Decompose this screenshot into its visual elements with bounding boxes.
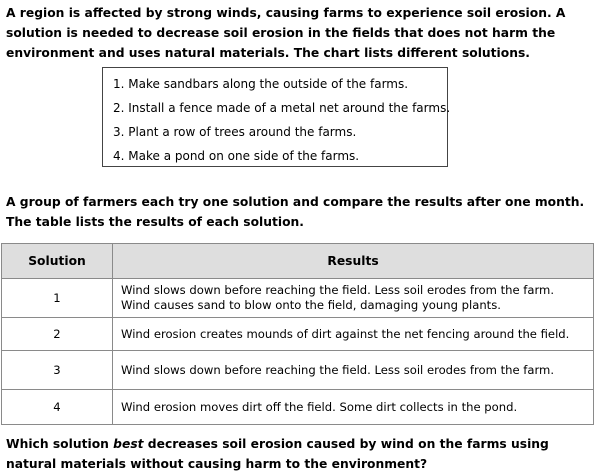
result-cell bbox=[113, 279, 594, 318]
solution-number: 2 bbox=[2, 318, 113, 351]
result-line: Wind erosion moves dirt off the field. Some dirt collects in the pond. bbox=[121, 399, 518, 414]
intro-paragraph: A region is affected by strong winds, causing farms to experience soil erosion. A solution is needed to decrease soil erosion in the fields that does not harm the environment and uses natural materials. The chart lists different solutions. bbox=[6, 6, 566, 60]
table-header-row bbox=[2, 244, 594, 279]
solution-item-3: 3. Plant a row of trees around the farms. bbox=[113, 125, 357, 139]
result-line: Wind slows down before reaching the field. Less soil erodes from the farm. bbox=[121, 283, 555, 297]
question-text bbox=[6, 434, 596, 474]
solution-number: 3 bbox=[2, 351, 113, 390]
solution-number: 1 bbox=[2, 279, 113, 318]
question-text-end: decreases soil erosion caused by wind on the farms using natural materials without causing harm to the environment? bbox=[6, 437, 549, 471]
table-row bbox=[2, 279, 594, 318]
table-row bbox=[2, 390, 594, 425]
results-table bbox=[1, 243, 594, 425]
result-line: Wind causes sand to blow onto the field, damaging young plants. bbox=[121, 298, 501, 312]
results-column-header: Results bbox=[113, 244, 594, 279]
solution-column-header: Solution bbox=[2, 244, 113, 279]
result-cell bbox=[113, 318, 594, 351]
question-text-start: Which solution bbox=[6, 437, 114, 451]
result-cell bbox=[113, 351, 594, 390]
question-emphasis: best bbox=[113, 437, 144, 451]
solutions-list bbox=[102, 67, 451, 167]
result-cell bbox=[113, 390, 594, 425]
solution-item-2: 2. Install a fence made of a metal net around the farms. bbox=[113, 101, 451, 115]
solution-number: 4 bbox=[2, 390, 113, 425]
solution-item-4: 4. Make a pond on one side of the farms. bbox=[113, 149, 360, 163]
result-line: Wind erosion creates mounds of dirt against the net fencing around the field. bbox=[121, 326, 570, 341]
table-row bbox=[2, 318, 594, 351]
solution-item-1: 1. Make sandbars along the outside of the farms. bbox=[113, 77, 409, 91]
result-line: Wind slows down before reaching the field. Less soil erodes from the farm. bbox=[121, 362, 555, 377]
table-row bbox=[2, 351, 594, 390]
experiment-paragraph: A group of farmers each try one solution and compare the results after one month. The table lists the results of each solution. bbox=[6, 195, 585, 229]
